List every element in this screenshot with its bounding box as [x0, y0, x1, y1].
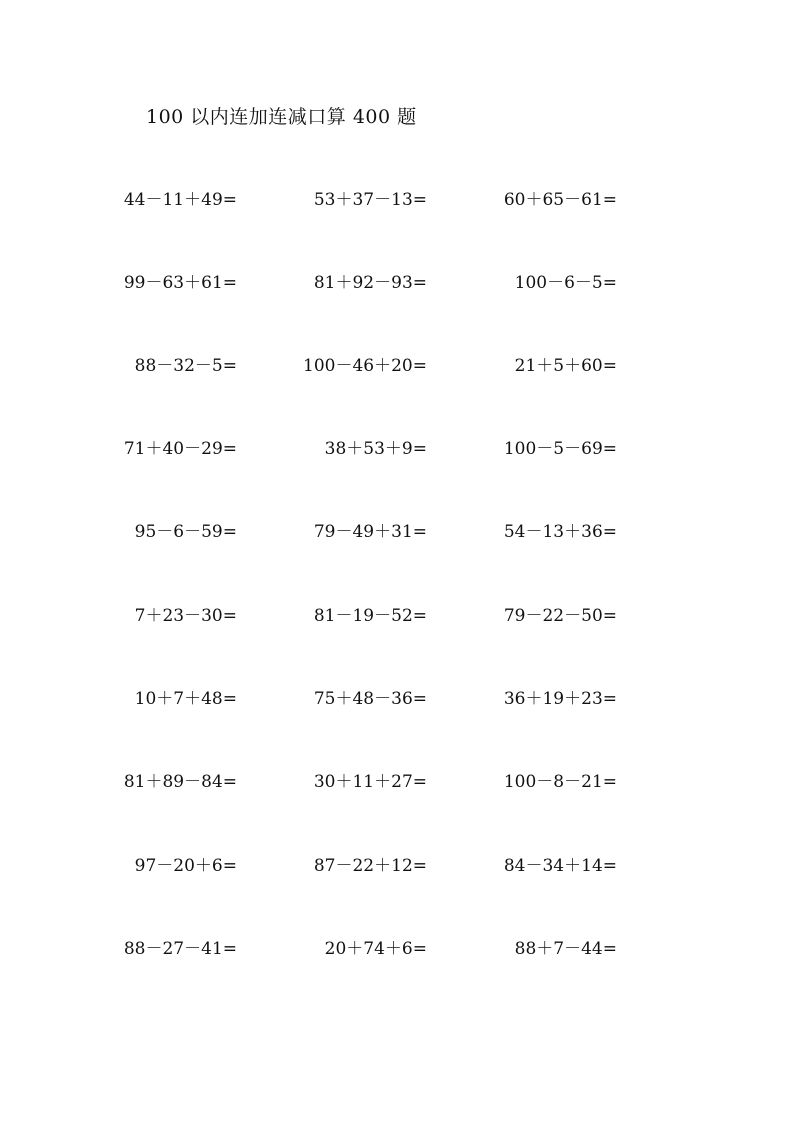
problem-item: 7＋23－30=	[134, 606, 237, 626]
problem-item: 71＋40－29=	[123, 439, 237, 459]
problem-item: 30＋11＋27=	[313, 772, 427, 792]
problem-item: 95－6－59=	[134, 522, 237, 542]
problem-item: 53＋37－13=	[313, 190, 427, 210]
problem-item: 36＋19＋23=	[503, 689, 617, 709]
problem-item: 88－32－5=	[134, 356, 237, 376]
problem-item: 81＋92－93=	[313, 273, 427, 293]
problem-item: 38＋53＋9=	[324, 439, 427, 459]
problem-item: 100－6－5=	[514, 273, 617, 293]
problem-item: 79－22－50=	[503, 606, 617, 626]
problem-item: 88＋7－44=	[514, 939, 617, 959]
problem-item: 21＋5＋60=	[514, 356, 617, 376]
problem-item: 84－34＋14=	[503, 856, 617, 876]
problem-item: 75＋48－36=	[313, 689, 427, 709]
problem-item: 20＋74＋6=	[324, 939, 427, 959]
problem-item: 87－22＋12=	[313, 856, 427, 876]
problem-item: 100－46＋20=	[303, 356, 427, 376]
problem-item: 79－49＋31=	[313, 522, 427, 542]
page-title: 100 以内连加连减口算 400 题	[146, 106, 417, 128]
problem-item: 81＋89－84=	[123, 772, 237, 792]
problem-item: 97－20＋6=	[134, 856, 237, 876]
problem-item: 10＋7＋48=	[134, 689, 237, 709]
problem-item: 60＋65－61=	[503, 190, 617, 210]
problem-item: 54－13＋36=	[503, 522, 617, 542]
problem-item: 44－11＋49=	[123, 190, 237, 210]
problem-item: 99－63＋61=	[123, 273, 237, 293]
problem-item: 100－5－69=	[503, 439, 617, 459]
problem-item: 100－8－21=	[503, 772, 617, 792]
problem-item: 88－27－41=	[123, 939, 237, 959]
problem-item: 81－19－52=	[313, 606, 427, 626]
